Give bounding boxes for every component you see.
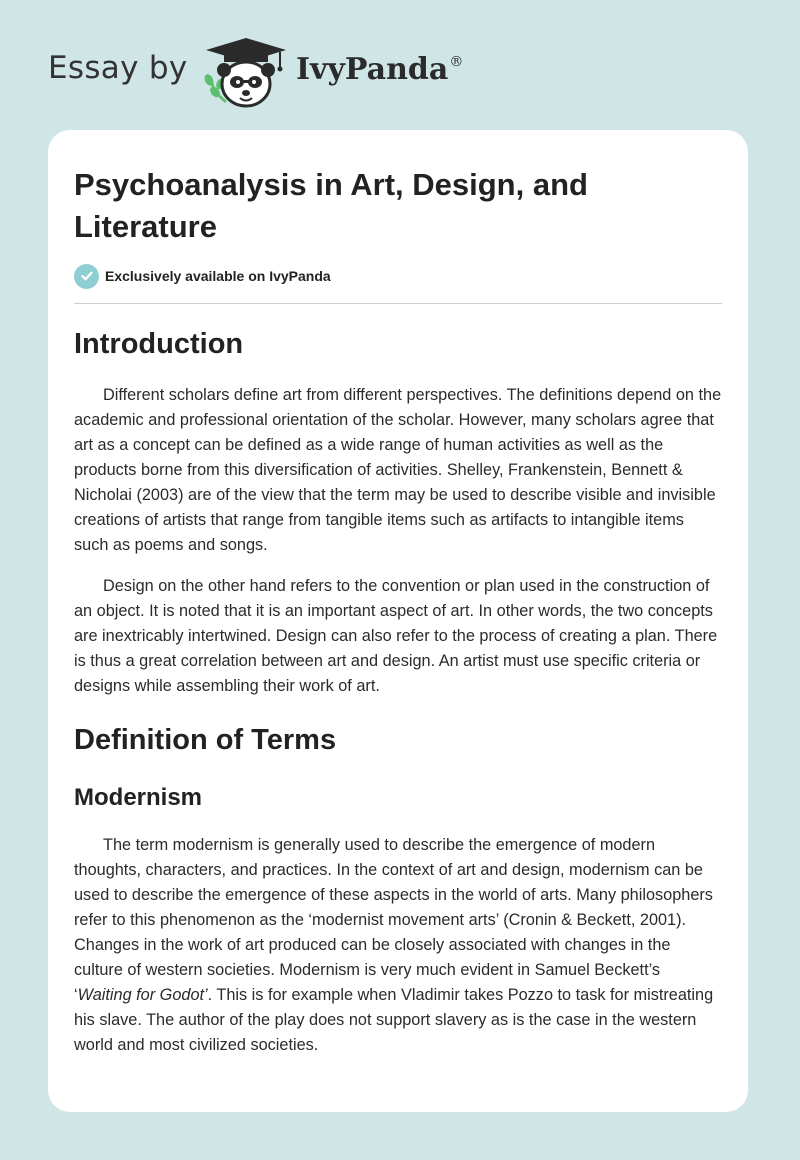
essay-by-label: Essay by	[48, 50, 188, 86]
article-body	[74, 325, 722, 1058]
exclusive-badge-label: Exclusively available on IvyPanda	[105, 268, 331, 284]
play-title: Waiting for Godot’	[77, 986, 208, 1004]
brand-logo-text[interactable]: IvyPanda®	[296, 52, 464, 87]
panda-logo-icon[interactable]	[200, 36, 292, 110]
page-title: Psychoanalysis in Art, Design, and Literature	[74, 167, 588, 244]
modernism-paragraph	[74, 833, 722, 1058]
modernism-text-part-1: The term modernism is generally used to describe the emergence of modern thoughts, characters, and practices. In the context of art and design, modernism can be used to describe the emergence of these aspects in the world of arts. Many philosophers refer to this phenomenon as the ‘modernist movement arts’ (Cronin & Beckett, 2001). Changes in the work of art produced can be closely associated with changes in the culture of western societies. Modernism is very much evident in Samuel Beckett’s ‘	[74, 836, 713, 1004]
article-card	[48, 130, 748, 1112]
exclusive-badge	[74, 262, 331, 290]
check-circle-icon	[74, 264, 99, 289]
definition-of-terms-heading: Definition of Terms	[74, 724, 337, 756]
modernism-text-part-2: . This is for example when Vladimir takes Pozzo to task for mistreating his slave. The author of the play does not support slavery as is the case in the western world and most civilized societies.	[74, 986, 714, 1054]
introduction-heading: Introduction	[74, 328, 244, 360]
intro-paragraph-2: Design on the other hand refers to the convention or plan used in the construction of an object. It is noted that it is an important aspect of art. In other words, the two concepts are inextricably intertwined. Design can also refer to the process of creating a plan. There is thus a great correlation between art and design. An artist must use specific criteria or designs while assembling their work of art.	[74, 577, 718, 695]
divider	[74, 303, 722, 304]
modernism-heading: Modernism	[74, 784, 203, 811]
site-header	[0, 0, 800, 130]
intro-paragraph-1: Different scholars define art from different perspectives. The definitions depend on the academic and professional orientation of the scholar. However, many scholars agree that art as a concept can be defined as a wide range of human activities as well as the products borne from this diversification of activities. Shelley, Frankenstein, Bennett & Nicholai (2003) are of the view that the term may be used to describe visible and invisible creations of artists that range from tangible items such as artifacts to intangible items such as poems and songs.	[74, 386, 722, 554]
